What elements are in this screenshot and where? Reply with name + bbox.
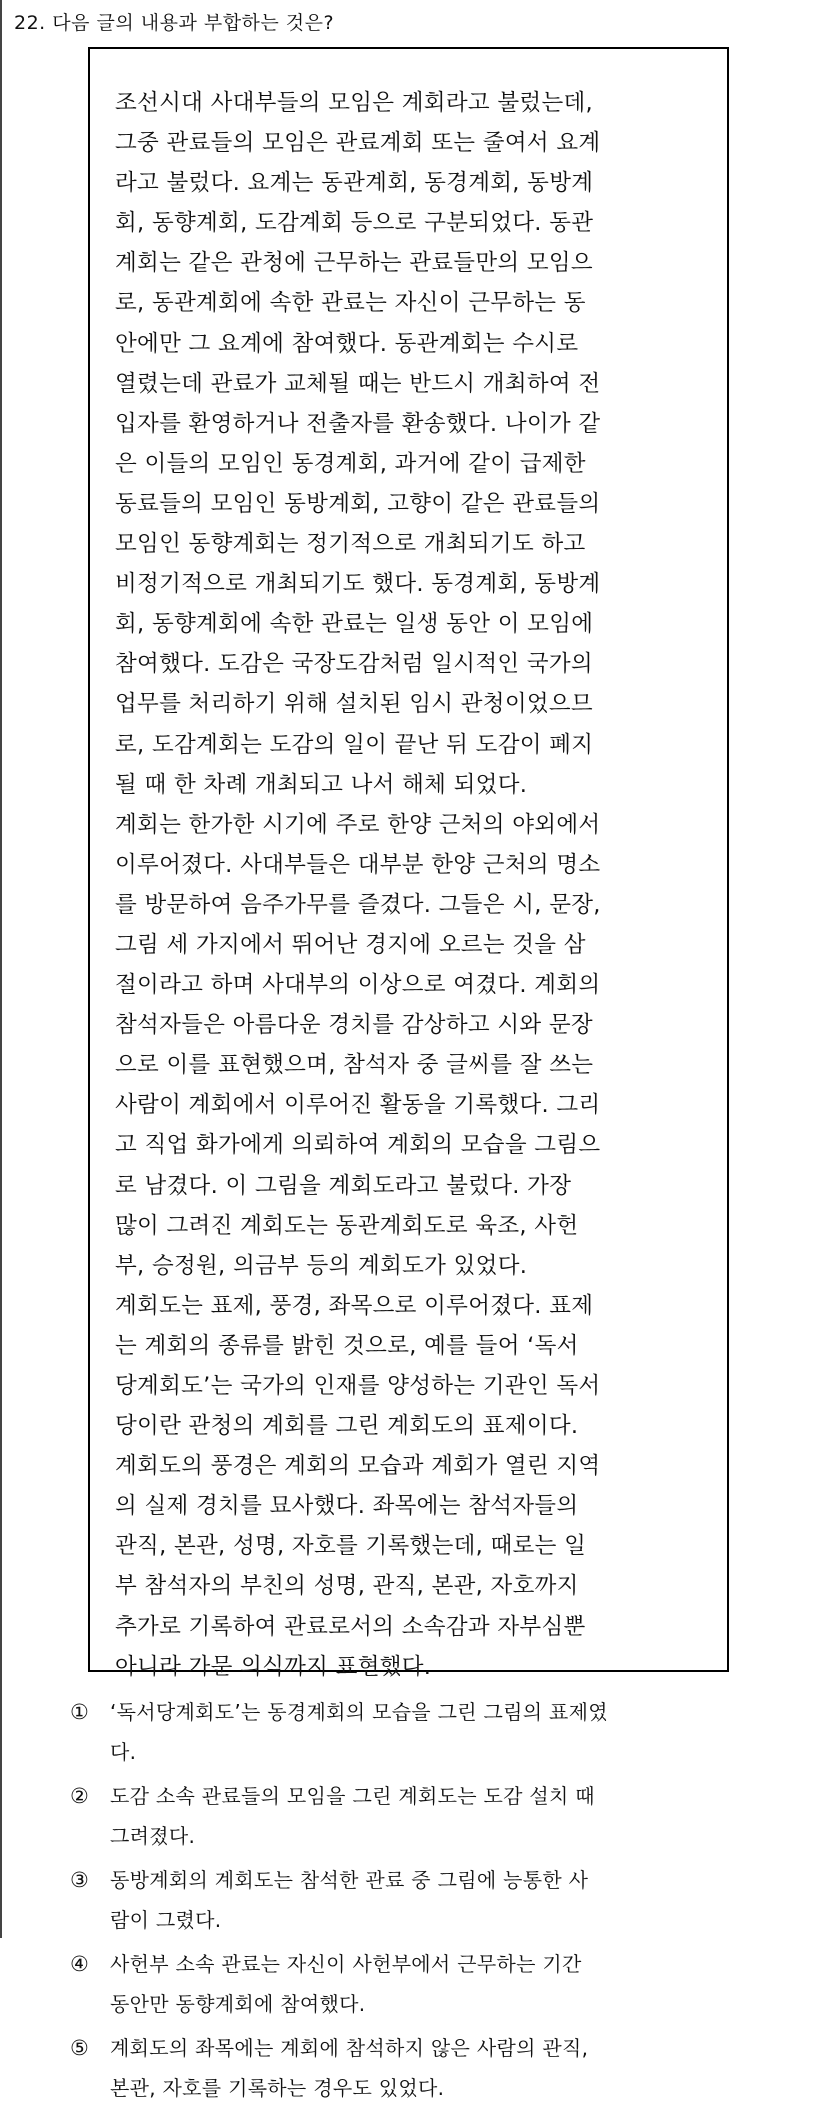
choice-line: 람이 그렸다. — [110, 1908, 222, 1932]
choice-line: ‘독서당계회도’는 동경계회의 모습을 그린 그림의 표제였 — [110, 1700, 608, 1724]
passage-box — [88, 47, 729, 1680]
passage-line: 아니라 가문 의식까지 표현했다. — [115, 1653, 432, 1680]
answer-choices — [70, 1692, 800, 2112]
choice-number: ④ — [70, 1952, 89, 1976]
choice-line: 동방계회의 계회도는 참석한 관료 중 그림에 능통한 사 — [110, 1868, 589, 1892]
choice-text — [110, 1692, 800, 1772]
choice-text — [110, 1944, 800, 2024]
passage-line: 계회도는 표제, 풍경, 좌목으로 이루어졌다. 표제 — [115, 1292, 594, 1319]
passage-line: 절이라고 하며 사대부의 이상으로 여겼다. 계회의 — [115, 972, 601, 999]
passage-line: 관직, 본관, 성명, 자호를 기록했는데, 때로는 일 — [115, 1533, 587, 1560]
passage-line: 계회는 같은 관청에 근무하는 관료들만의 모임으 — [115, 250, 593, 277]
passage-line: 안에만 그 요계에 참여했다. 동관계회는 수시로 — [115, 330, 579, 357]
passage-line: 동료들의 모임인 동방계회, 고향이 같은 관료들의 — [115, 490, 601, 517]
passage-line: 비정기적으로 개최되기도 했다. 동경계회, 동방계 — [115, 571, 601, 598]
choice-2[interactable] — [70, 1776, 800, 1856]
passage-line: 될 때 한 차례 개최되고 나서 해체 되었다. — [115, 771, 528, 798]
passage-line: 로 남겼다. 이 그림을 계회도라고 불렀다. 가장 — [115, 1172, 572, 1199]
passage-line: 의 실제 경치를 묘사했다. 좌목에는 참석자들의 — [115, 1493, 579, 1520]
passage-line: 참석자들은 아름다운 경치를 감상하고 시와 문장 — [115, 1012, 593, 1039]
choice-text — [110, 1860, 800, 1940]
left-margin-rule — [0, 0, 2, 1938]
choice-line: 동안만 동향계회에 참여했다. — [110, 1992, 366, 2016]
passage-line: 부 참석자의 부친의 성명, 관직, 본관, 자호까지 — [115, 1573, 579, 1600]
passage-line: 당이란 관청의 계회를 그린 계회도의 표제이다. — [115, 1413, 579, 1440]
passage-line: 라고 불렀다. 요계는 동관계회, 동경계회, 동방계 — [115, 170, 594, 197]
choice-3[interactable] — [70, 1860, 800, 1940]
passage-line: 당계회도’는 국가의 인재를 양성하는 기관인 독서 — [115, 1373, 601, 1399]
passage-line: 로, 동관계회에 속한 관료는 자신이 근무하는 동 — [115, 290, 586, 317]
choice-5[interactable] — [70, 2028, 800, 2108]
choice-line: 본관, 자호를 기록하는 경우도 있었다. — [110, 2076, 445, 2100]
passage-line: 로, 도감계회는 도감의 일이 끝난 뒤 도감이 폐지 — [115, 731, 594, 758]
choice-line: 다. — [110, 1740, 137, 1764]
passage-line: 를 방문하여 음주가무를 즐겼다. 그들은 시, 문장, — [115, 891, 601, 918]
passage-line: 회, 동향계회, 도감계회 등으로 구분되었다. 동관 — [115, 210, 594, 237]
passage-line: 으로 이를 표현했으며, 참석자 중 글씨를 잘 쓰는 — [115, 1052, 594, 1079]
passage-line: 사람이 계회에서 이루어진 활동을 기록했다. 그리 — [115, 1092, 601, 1119]
choice-1[interactable] — [70, 1692, 800, 1772]
choice-line: 계회도의 좌목에는 계회에 참석하지 않은 사람의 관직, — [110, 2036, 589, 2060]
choice-text — [110, 1776, 800, 1856]
passage-line: 모임인 동향계회는 정기적으로 개최되기도 하고 — [115, 531, 586, 558]
question-title: 22. 다음 글의 내용과 부합하는 것은? — [14, 12, 335, 34]
passage-line: 계회도의 풍경은 계회의 모습과 계회가 열린 지역 — [115, 1453, 601, 1480]
choice-number: ① — [70, 1700, 89, 1724]
passage-line: 많이 그려진 계회도는 동관계회도로 육조, 사헌 — [115, 1212, 579, 1239]
passage-line: 그림 세 가지에서 뛰어난 경지에 오르는 것을 삼 — [115, 931, 586, 958]
passage-line: 회, 동향계회에 속한 관료는 일생 동안 이 모임에 — [115, 611, 594, 638]
passage-line: 열렸는데 관료가 교체될 때는 반드시 개최하여 전 — [115, 370, 601, 397]
passage-line: 업무를 처리하기 위해 설치된 임시 관청이었으므 — [115, 691, 593, 718]
passage-line: 그중 관료들의 모임은 관료계회 또는 줄여서 요계 — [115, 130, 601, 157]
choice-4[interactable] — [70, 1944, 800, 2024]
choice-text — [110, 2028, 800, 2108]
passage-line: 부, 승정원, 의금부 등의 계회도가 있었다. — [115, 1252, 528, 1279]
choice-number: ⑤ — [70, 2036, 89, 2060]
choice-number: ② — [70, 1784, 89, 1808]
passage-line: 입자를 환영하거나 전출자를 환송했다. 나이가 같 — [115, 410, 601, 437]
choice-line: 그려졌다. — [110, 1824, 196, 1848]
choice-line: 사헌부 소속 관료는 자신이 사헌부에서 근무하는 기간 — [110, 1952, 582, 1976]
passage-line: 참여했다. 도감은 국장도감처럼 일시적인 국가의 — [115, 651, 593, 678]
choice-line: 도감 소속 관료들의 모임을 그린 계회도는 도감 설치 때 — [110, 1784, 595, 1808]
passage-line: 는 계회의 종류를 밝힌 것으로, 예를 들어 ‘독서 — [115, 1332, 579, 1359]
passage-line: 고 직업 화가에게 의뢰하여 계회의 모습을 그림으 — [115, 1132, 601, 1159]
choice-number: ③ — [70, 1868, 89, 1892]
passage-line: 이루어졌다. 사대부들은 대부분 한양 근처의 명소 — [115, 851, 601, 878]
passage-line: 계회는 한가한 시기에 주로 한양 근처의 야외에서 — [115, 811, 601, 838]
passage-line: 조선시대 사대부들의 모임은 계회라고 불렀는데, — [115, 90, 593, 116]
passage-line: 은 이들의 모임인 동경계회, 과거에 같이 급제한 — [115, 450, 586, 477]
passage-line: 추가로 기록하여 관료로서의 소속감과 자부심뿐 — [115, 1613, 586, 1640]
